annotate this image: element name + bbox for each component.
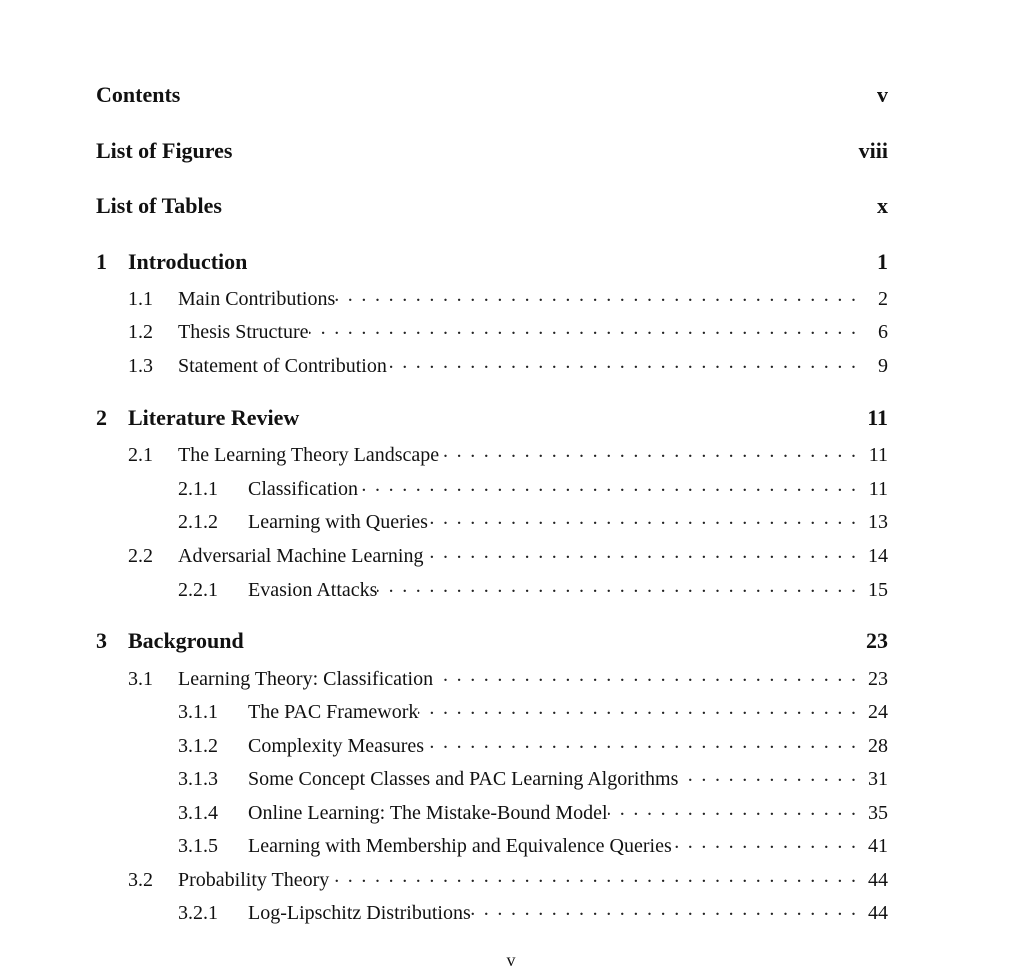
- chapter-page: 1: [877, 249, 888, 274]
- toc-subsection[interactable]: [178, 765, 888, 789]
- dot-leader: [423, 542, 864, 562]
- toc-section[interactable]: [128, 285, 888, 309]
- section-title: The Learning Theory Landscape: [178, 444, 440, 466]
- section-title: Learning Theory: Classification: [178, 668, 434, 690]
- chapter-number: 3: [96, 628, 107, 653]
- toc-entry-page: viii: [858, 138, 888, 163]
- subsection-page: 24: [868, 701, 888, 723]
- toc-entry-list-of-tables[interactable]: [96, 195, 888, 217]
- subsection-title: Learning with Queries: [248, 511, 428, 533]
- toc-subsection[interactable]: [178, 576, 888, 600]
- dot-leader: [424, 732, 864, 752]
- dot-leader: [672, 832, 864, 852]
- subsection-title: Log-Lipschitz Distributions: [248, 902, 471, 924]
- toc-entry-title: List of Tables: [96, 193, 222, 218]
- toc-entry-page: v: [877, 82, 888, 107]
- toc-entry-page: x: [877, 193, 888, 218]
- toc-subsection[interactable]: [178, 799, 888, 823]
- dot-leader: [377, 576, 864, 596]
- subsection-number: 2.1.1: [178, 478, 218, 500]
- chapter-title: Literature Review: [128, 405, 300, 430]
- subsection-page: 31: [868, 768, 888, 790]
- subsection-number: 3.1.5: [178, 835, 218, 857]
- section-number: 2.1: [128, 444, 153, 466]
- section-number: 1.3: [128, 355, 153, 377]
- section-title: Probability Theory: [178, 869, 330, 891]
- subsection-title: Some Concept Classes and PAC Learning Algorithms: [248, 768, 679, 790]
- section-title: Statement of Contribution: [178, 355, 387, 377]
- section-page: 9: [878, 355, 888, 377]
- dot-leader: [428, 508, 864, 528]
- subsection-page: 35: [868, 802, 888, 824]
- section-number: 1.1: [128, 288, 153, 310]
- chapter-number: 2: [96, 405, 107, 430]
- toc-chapter-3[interactable]: [96, 630, 888, 652]
- subsection-page: 15: [868, 579, 888, 601]
- dot-leader: [358, 475, 864, 495]
- dot-leader: [433, 665, 864, 685]
- section-page: 6: [878, 321, 888, 343]
- chapter-page: 23: [866, 628, 888, 653]
- toc-section[interactable]: [128, 665, 888, 689]
- dot-leader: [678, 765, 864, 785]
- section-page: 2: [878, 288, 888, 310]
- subsection-title: The PAC Framework: [248, 701, 419, 723]
- section-number: 1.2: [128, 321, 153, 343]
- subsection-page: 13: [868, 511, 888, 533]
- section-title: Thesis Structure: [178, 321, 309, 343]
- subsection-title: Evasion Attacks: [248, 579, 378, 601]
- toc-subsection[interactable]: [178, 732, 888, 756]
- subsection-title: Classification: [248, 478, 358, 500]
- subsection-number: 2.2.1: [178, 579, 218, 601]
- dot-leader: [387, 352, 864, 372]
- subsection-title: Complexity Measures: [248, 735, 425, 757]
- toc-chapter-1[interactable]: [96, 251, 888, 273]
- subsection-title: Learning with Membership and Equivalence Queries: [248, 835, 672, 857]
- toc-subsection[interactable]: [178, 899, 888, 923]
- section-title: Adversarial Machine Learning: [178, 545, 424, 567]
- toc-section[interactable]: [128, 866, 888, 890]
- section-number: 3.1: [128, 668, 153, 690]
- page-footer-number: v: [506, 950, 516, 970]
- toc-subsection[interactable]: [178, 832, 888, 856]
- subsection-title: Online Learning: The Mistake-Bound Model: [248, 802, 608, 824]
- toc-subsection[interactable]: [178, 508, 888, 532]
- toc-entry-title: Contents: [96, 82, 181, 107]
- toc-section[interactable]: [128, 318, 888, 342]
- subsection-number: 2.1.2: [178, 511, 218, 533]
- section-page: 11: [868, 444, 888, 466]
- dot-leader: [309, 318, 864, 338]
- subsection-page: 11: [868, 478, 888, 500]
- toc-entry-list-of-figures[interactable]: [96, 140, 888, 162]
- chapter-title: Introduction: [128, 249, 248, 274]
- dot-leader: [471, 899, 864, 919]
- chapter-number: 1: [96, 249, 107, 274]
- subsection-number: 3.1.3: [178, 768, 218, 790]
- section-page: 14: [868, 545, 888, 567]
- subsection-number: 3.1.1: [178, 701, 218, 723]
- dot-leader: [418, 698, 864, 718]
- subsection-page: 41: [868, 835, 888, 857]
- toc-subsection[interactable]: [178, 698, 888, 722]
- subsection-page: 44: [868, 902, 888, 924]
- toc-section[interactable]: [128, 542, 888, 566]
- toc-entry-title: List of Figures: [96, 138, 233, 163]
- toc-entry-contents[interactable]: [96, 84, 888, 106]
- chapter-title: Background: [128, 628, 244, 653]
- chapter-page: 11: [867, 405, 888, 430]
- toc-subsection[interactable]: [178, 475, 888, 499]
- section-number: 3.2: [128, 869, 153, 891]
- section-page: 44: [868, 869, 888, 891]
- subsection-number: 3.2.1: [178, 902, 218, 924]
- dot-leader: [608, 799, 864, 819]
- section-number: 2.2: [128, 545, 153, 567]
- toc-chapter-2[interactable]: [96, 407, 888, 429]
- toc-section[interactable]: [128, 352, 888, 376]
- toc-section[interactable]: [128, 441, 888, 465]
- subsection-number: 3.1.2: [178, 735, 218, 757]
- subsection-page: 28: [868, 735, 888, 757]
- dot-leader: [439, 441, 864, 461]
- dot-leader: [335, 285, 864, 305]
- section-page: 23: [868, 668, 888, 690]
- subsection-number: 3.1.4: [178, 802, 218, 824]
- section-title: Main Contributions: [178, 288, 336, 310]
- dot-leader: [329, 866, 864, 886]
